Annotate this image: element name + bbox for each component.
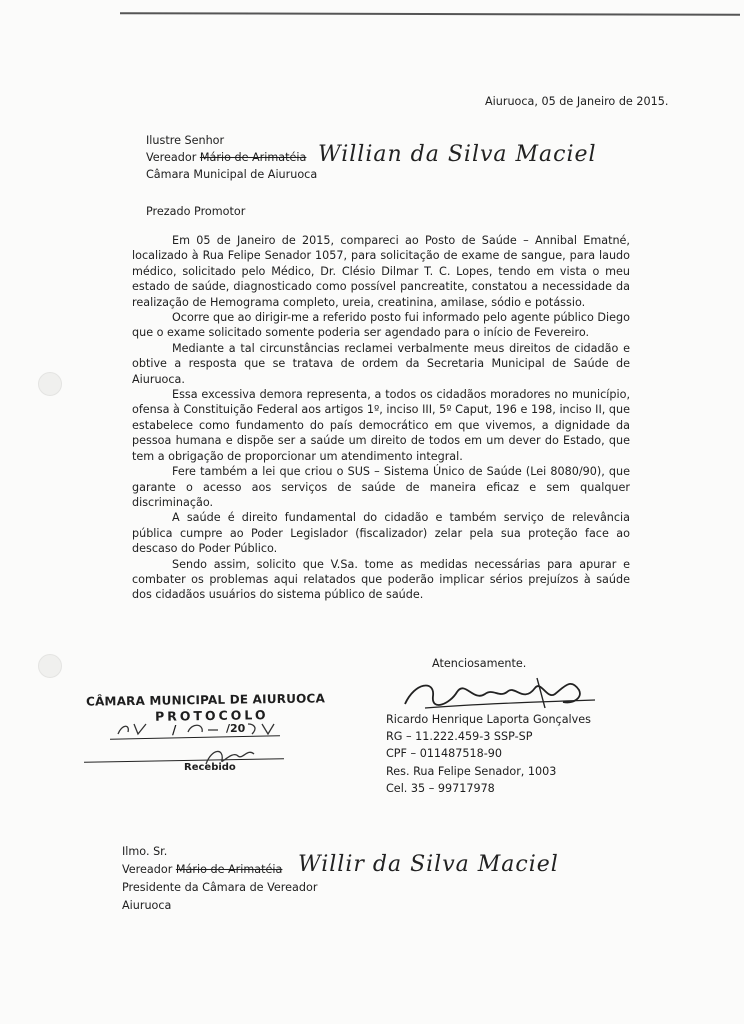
letter-body (132, 233, 630, 603)
stamp-date-year-prefix: /20 (226, 722, 246, 735)
addressee-struck-name: Mário de Arimatéia (199, 151, 307, 164)
signer-rg: RG – 11.222.459-3 SSP-SP (386, 730, 533, 743)
body-paragraph: A saúde é direito fundamental do cidadão e também serviço de relevância pública cumpre ao Poder Legislador (fiscalizador) zelar pela sua proteção face ao descaso do Poder Público. (132, 511, 630, 556)
body-paragraph: Ocorre que ao dirigir-me a referido posto fui informado pelo agente público Diego que o exame solicitado somente poderia ser agendado para o início de Fevereiro. (132, 311, 630, 340)
body-paragraph: Mediante a tal circunstâncias reclamei verbalmente meus direitos de cidadão e obtive a resposta que se tratava de ordem da Secretaria Municipal de Saúde de Aiuruoca. (132, 341, 630, 386)
addressee-handwritten-name: Willian da Silva Maciel (318, 142, 597, 167)
addressee-salutation: Ilustre Senhor (146, 134, 225, 147)
greeting: Prezado Promotor (146, 205, 246, 218)
date-line: Aiuruoca, 05 de Janeiro de 2015. (485, 95, 669, 108)
body-paragraph: Sendo assim, solicito que V.Sa. tome as medidas necessárias para apurar e combater os problemas aqui relatados que poderão implicar sérios prejuízos à saúde dos cidadãos usuários do sistema público de saúde. (132, 557, 630, 602)
addressee-title: Vereador (146, 151, 197, 164)
stamp-institution: CÂMARA MUNICIPAL DE AIURUOCA (85, 691, 326, 709)
scan-edge-line (120, 12, 740, 16)
punch-hole (38, 372, 62, 396)
footer-title-line (122, 862, 282, 877)
body-paragraph: Fere também a lei que criou o SUS – Sistema Único de Saúde (Lei 8080/90), que garante o acesso aos serviços de saúde de maneira eficaz e sem qualquer discriminação. (132, 465, 630, 509)
stamp-date-slash: / (172, 723, 177, 737)
addressee-title-line (146, 150, 306, 165)
body-paragraph: Essa excessiva demora representa, a todos os cidadãos moradores no município, ofensa à Constituição Federal aos artigos 1º, inciso III, 5º Caput, 196 e 198, inciso II, que estabelece como fundamento do país democrático em que vivemos, a dignidade da pessoa humana e dispõe ser a saúde um direito de todos em um dever do Estado, que tem a obrigação de proporcionar um atendimento integral. (132, 388, 630, 463)
footer-role: Presidente da Câmara de Vereador (122, 881, 318, 894)
handwritten-signature (395, 674, 605, 716)
stamp-protocol-label: PROTOCOLO (154, 707, 269, 724)
footer-title: Vereador (122, 863, 173, 876)
closing: Atenciosamente. (432, 657, 527, 670)
signer-phone: Cel. 35 – 99717978 (386, 782, 495, 795)
footer-struck-name: Mário de Arimatéia (175, 863, 283, 876)
addressee-institution: Câmara Municipal de Aiuruoca (146, 168, 318, 181)
footer-handwritten-name: Willir da Silva Maciel (298, 852, 559, 877)
footer-city: Aiuruoca (122, 899, 172, 912)
stamp-handwritten-date (112, 718, 282, 740)
body-paragraph: Em 05 de Janeiro de 2015, compareci ao Posto de Saúde – Annibal Ematné, localizado à Rua Felipe Senador 1057, para solicitação de exame de sangue, para laudo médico, solicitado pelo Médico, Dr. Clésio Dilmar T. C. Lopes, tendo em vista o meu estado de saúde, diagnosticado como possível pancreatite, constatou a necessidade da realização de Hemograma completo, ureia, creatinina, amilase, sódio e potássio. (132, 234, 630, 309)
signer-cpf: CPF – 011487518-90 (386, 747, 503, 760)
stamp-received-label: Recebido (184, 762, 236, 773)
footer-salutation: Ilmo. Sr. (122, 845, 168, 858)
signer-name: Ricardo Henrique Laporta Gonçalves (386, 713, 592, 726)
signer-address: Res. Rua Felipe Senador, 1003 (386, 765, 557, 778)
stamp-initials (202, 744, 258, 770)
punch-hole (38, 654, 62, 678)
